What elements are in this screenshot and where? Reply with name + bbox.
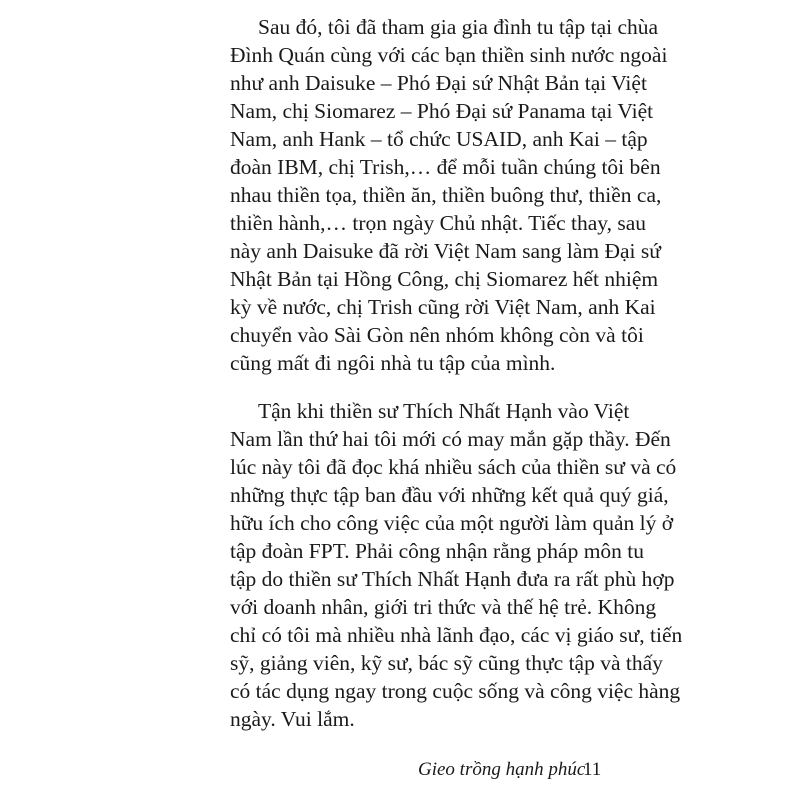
text-line: cũng mất đi ngôi nhà tu tập của mình. bbox=[230, 351, 556, 375]
text-line: Đình Quán cùng với các bạn thiền sinh nước ngoài bbox=[230, 43, 668, 67]
text-line: sỹ, giảng viên, kỹ sư, bác sỹ cũng thực tập và thấy bbox=[230, 651, 663, 675]
text-line: đoàn IBM, chị Trish,… để mỗi tuần chúng tôi bên bbox=[230, 155, 661, 179]
text-line: ngày. Vui lắm. bbox=[230, 707, 355, 731]
text-line: như anh Daisuke – Phó Đại sứ Nhật Bản tại Việt bbox=[230, 71, 647, 95]
text-line: Sau đó, tôi đã tham gia gia đình tu tập tại chùa bbox=[258, 15, 659, 39]
text-line: Nam, chị Siomarez – Phó Đại sứ Panama tại Việt bbox=[230, 99, 654, 123]
text-line: với doanh nhân, giới tri thức và thế hệ trẻ. Không bbox=[230, 595, 657, 619]
text-line: Nam, anh Hank – tổ chức USAID, anh Kai – tập bbox=[230, 127, 648, 151]
footer-book-title: Gieo trồng hạnh phúc bbox=[418, 759, 586, 780]
text-line: kỳ về nước, chị Trish cũng rời Việt Nam, anh Kai bbox=[230, 295, 656, 319]
text-line: Tận khi thiền sư Thích Nhất Hạnh vào Việt bbox=[258, 399, 630, 423]
text-line: thiền hành,… trọn ngày Chủ nhật. Tiếc thay, sau bbox=[230, 211, 647, 235]
page-number: 11 bbox=[583, 759, 602, 780]
text-line: chuyển vào Sài Gòn nên nhóm không còn và tôi bbox=[230, 323, 644, 347]
text-line: Nhật Bản tại Hồng Công, chị Siomarez hết nhiệm bbox=[230, 267, 659, 291]
text-line: này anh Daisuke đã rời Việt Nam sang làm Đại sứ bbox=[230, 239, 661, 263]
text-line: nhau thiền tọa, thiền ăn, thiền buông thư, thiền ca, bbox=[230, 183, 662, 207]
text-line: tập do thiền sư Thích Nhất Hạnh đưa ra rất phù hợp bbox=[230, 567, 675, 591]
text-line: những thực tập ban đầu với những kết quả quý giá, bbox=[230, 483, 669, 507]
text-line: hữu ích cho công việc của một người làm quản lý ở bbox=[230, 511, 674, 535]
text-line: có tác dụng ngay trong cuộc sống và công việc hàng bbox=[230, 679, 681, 703]
text-line: Nam lần thứ hai tôi mới có may mắn gặp thầy. Đến bbox=[230, 427, 671, 451]
text-line: tập đoàn FPT. Phải công nhận rằng pháp môn tu bbox=[230, 539, 645, 563]
text-line: lúc này tôi đã đọc khá nhiều sách của thiền sư và có bbox=[230, 455, 677, 479]
text-line: chỉ có tôi mà nhiều nhà lãnh đạo, các vị giáo sư, tiến bbox=[230, 623, 683, 647]
